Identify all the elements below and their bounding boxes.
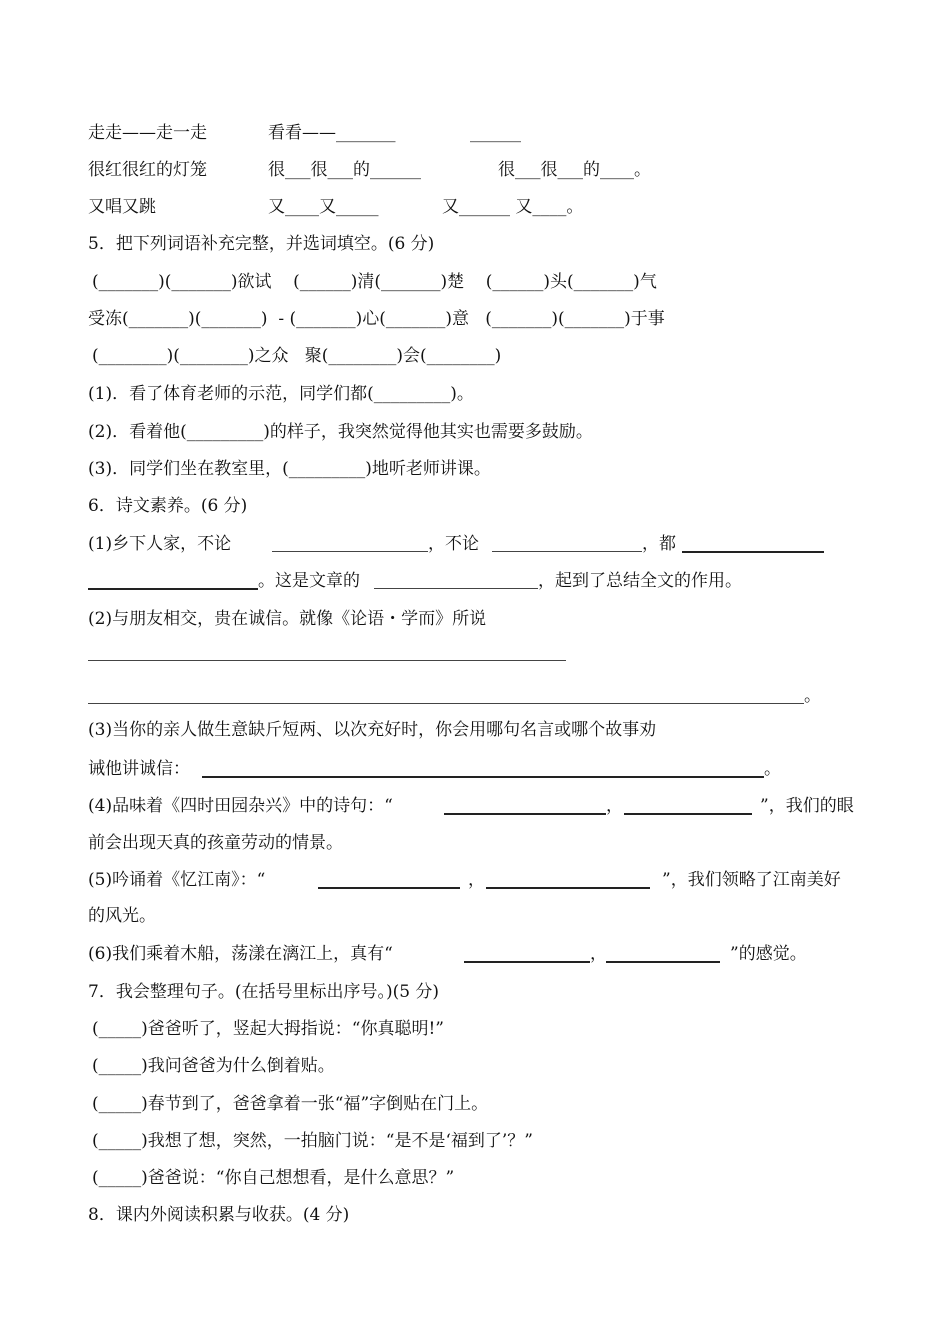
- answer-blank[interactable]: [272, 551, 428, 552]
- q6-1-text: ，起到了总结全文的作用。: [538, 571, 742, 591]
- answer-blank[interactable]: [318, 887, 460, 889]
- q6-5-text: (5)吟诵着《忆江南》：“: [88, 870, 266, 890]
- answer-blank[interactable]: [88, 703, 804, 704]
- q5-sentence-3[interactable]: (3)．同学们坐在教室里，(_________)地听老师讲课。: [88, 459, 491, 479]
- answer-blank[interactable]: [624, 813, 752, 815]
- answer-blank[interactable]: [444, 813, 606, 815]
- answer-blank[interactable]: [88, 588, 258, 590]
- q6-1-text: (1)乡下人家，不论: [88, 534, 232, 554]
- q7-item[interactable]: (_____)春节到了，爸爸拿着一张“福”字倒贴在门上。: [92, 1094, 489, 1114]
- answer-blank[interactable]: ______: [470, 123, 521, 143]
- answer-blank[interactable]: 很___很___的____。: [498, 160, 651, 180]
- q6-5-text: 的风光。: [88, 906, 156, 926]
- answer-blank[interactable]: [374, 588, 538, 589]
- q5-heading: 5．把下列词语补充完整，并选词填空。(6 分): [88, 234, 435, 254]
- q6-3-text: 。: [764, 759, 781, 779]
- answer-blank[interactable]: [464, 961, 590, 963]
- q6-1-text: ，都: [642, 534, 676, 554]
- q5-row-2[interactable]: 受冻(_______)(_______) - (_______)心(_______)意 (_______)(_______)于事: [88, 309, 665, 329]
- q6-2-text: 。: [804, 686, 821, 706]
- q6-5-text: ，: [468, 870, 485, 890]
- answer-blank[interactable]: [682, 551, 824, 553]
- answer-blank[interactable]: [486, 887, 650, 889]
- answer-blank[interactable]: [492, 551, 642, 552]
- q6-3-text: 诫他讲诚信：: [88, 759, 190, 779]
- q7-heading: 7．我会整理句子。(在括号里标出序号。)(5 分): [88, 982, 440, 1002]
- q6-heading: 6．诗文素养。(6 分): [88, 496, 248, 516]
- example-text: 又唱又跳: [88, 197, 156, 217]
- q6-4-text: 前会出现天真的孩童劳动的情景。: [88, 833, 343, 853]
- q7-item[interactable]: (_____)爸爸说：“你自己想想看，是什么意思？”: [92, 1168, 455, 1188]
- example-text: 走走——走一走: [88, 123, 207, 143]
- q7-item[interactable]: (_____)我想了想，突然，一拍脑门说：“是不是‘福到了’？”: [92, 1131, 533, 1151]
- q6-1-text: ，不论: [428, 534, 479, 554]
- pattern-blank[interactable]: 很___很___的______: [268, 160, 421, 180]
- q5-sentence-2[interactable]: (2)．看着他(_________)的样子，我突然觉得他其实也需要多鼓励。: [88, 422, 593, 442]
- pattern-blank[interactable]: 看看——_______: [268, 123, 396, 143]
- example-text: 很红很红的灯笼: [88, 160, 207, 180]
- q7-item[interactable]: (_____)我问爸爸为什么倒着贴。: [92, 1056, 335, 1076]
- answer-blank[interactable]: 又______ 又____。: [442, 197, 584, 217]
- q6-4-text: (4)品味着《四时田园杂兴》中的诗句：“: [88, 796, 393, 816]
- answer-blank[interactable]: [202, 776, 764, 778]
- q5-row-1[interactable]: (_______)(_______)欲试 (______)清(_______)楚 (______)头(_______)气: [92, 272, 657, 292]
- answer-blank[interactable]: [606, 961, 720, 963]
- q6-2-text: (2)与朋友相交，贵在诚信。就像《论语・学而》所说: [88, 609, 487, 629]
- answer-blank[interactable]: [88, 660, 566, 661]
- q8-heading: 8．课内外阅读积累与收获。(4 分): [88, 1205, 350, 1225]
- q6-4-text: ”，我们的眼: [760, 796, 854, 816]
- q6-1-text: 。这是文章的: [258, 571, 360, 591]
- q6-6-text: (6)我们乘着木船，荡漾在漓江上，真有“: [88, 944, 393, 964]
- q6-6-text: ”的感觉。: [730, 944, 807, 964]
- pattern-blank[interactable]: 又____又_____: [268, 197, 379, 217]
- q6-4-text: ，: [606, 796, 623, 816]
- q7-item[interactable]: (_____)爸爸听了，竖起大拇指说：“你真聪明!”: [92, 1019, 444, 1039]
- q5-row-3[interactable]: (________)(________)之众 聚(________)会(________): [92, 346, 502, 366]
- q5-sentence-1[interactable]: (1)．看了体育老师的示范，同学们都(_________)。: [88, 384, 474, 404]
- q6-5-text: ”，我们领略了江南美好: [662, 870, 841, 890]
- q6-6-text: ，: [590, 944, 607, 964]
- q6-3-text: (3)当你的亲人做生意缺斤短两、以次充好时，你会用哪句名言或哪个故事劝: [88, 720, 657, 740]
